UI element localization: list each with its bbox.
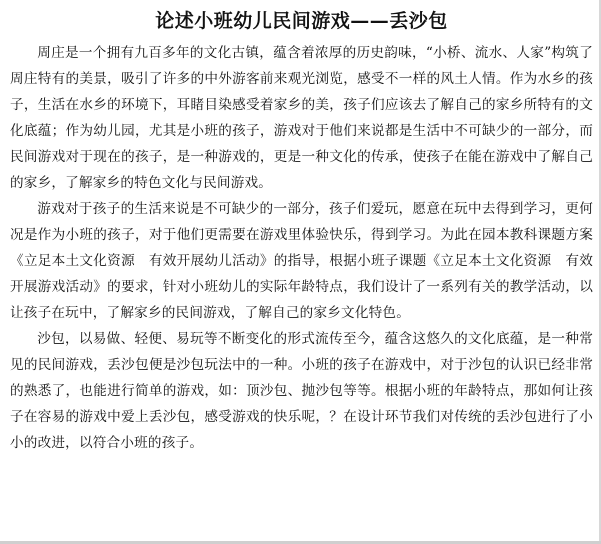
document-title: 论述小班幼儿民间游戏——丢沙包 xyxy=(155,10,448,32)
paragraph: 周庄是一个拥有九百多年的文化古镇，蕴含着浓厚的历史韵味，“小桥、流水、人家”构筑了周庄特有的美景，吸引了许多的中外游客前来观光浏览，感受不一样的风土人情。作为水乡的孩子，生活在水乡的环境下，耳睹目染感受着家乡的美，孩子们应该去了解自己的家乡所特有的文化底蕴；作为幼儿园，尤其是小班的孩子，游戏对于他们来说都是生活中不可缺少的一部分，而民间游戏对于现在的孩子，是一种游戏的，更是一种文化的传承，使孩子在能在游戏中了解自己的家乡，了解家乡的特色文化与民间游戏。 xyxy=(10,45,593,191)
paragraph: 沙包，以易做、轻便、易玩等不断变化的形式流传至今，蕴含这悠久的文化底蕴，是一种常见的民间游戏，丢沙包便是沙包玩法中的一种。小班的孩子在游戏中，对于沙包的认识已经非常的熟悉了，也能进行简单的游戏，如：顶沙包、抛沙包等等。根据小班的年龄特点，那如何让孩子在容易的游戏中爱上丢沙包，感受游戏的快乐呢，？在设计环节我们对传统的丢沙包进行了小小的改进，以符合小班的孩子。 xyxy=(10,331,593,451)
paragraph: 游戏对于孩子的生活来说是不可缺少的一部分，孩子们爱玩，愿意在玩中去得到学习，更何况是作为小班的孩子，对于他们更需要在游戏里体验快乐，得到学习。为此在园本教科课题方案《立足本土文化资源 有效开展幼儿活动》的指导，根据小班子课题《立足本土文化资源 有效开展游戏活动》的要求，针对小班幼儿的实际年龄特点，我们设计了一系列有关的教学活动，以让孩子在玩中，了解家乡的民间游戏，了解自己的家乡文化特色。 xyxy=(10,201,593,321)
